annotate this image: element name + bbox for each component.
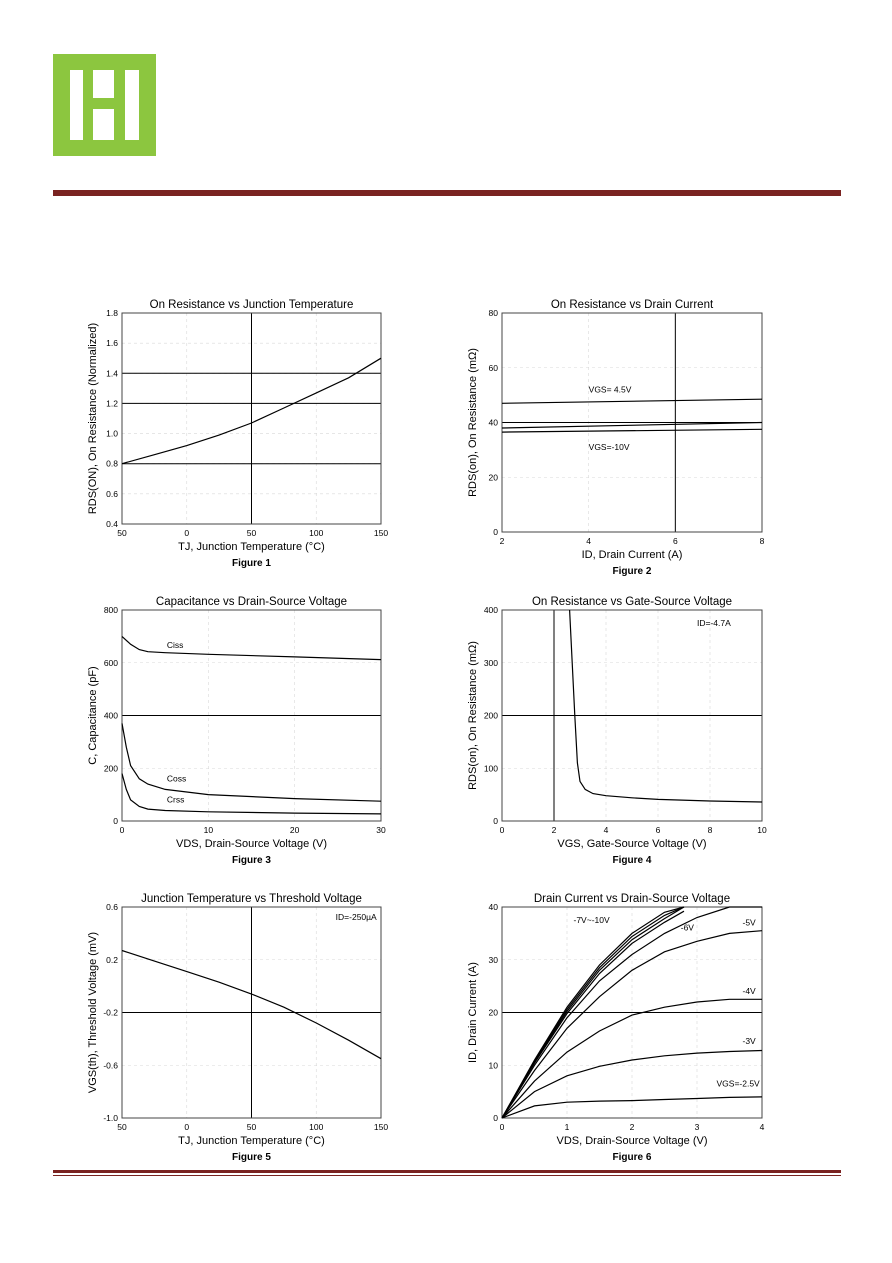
x-tick-label: 8	[707, 825, 713, 835]
series-line-1	[122, 636, 381, 659]
y-tick-label: 60	[488, 362, 498, 373]
x-tick-label: 4	[586, 536, 592, 546]
chart-title: On Resistance vs Drain Current	[550, 299, 714, 311]
figure-caption: Figure 2	[612, 566, 652, 577]
x-axis-label: ID, Drain Current (A)	[581, 549, 683, 561]
x-tick-label: 50	[117, 528, 127, 538]
annotation-label: -7V~-10V	[573, 914, 610, 925]
x-tick-label: 50	[117, 1122, 127, 1132]
y-tick-label: 0.2	[106, 954, 118, 965]
x-tick-label: 2	[551, 825, 557, 835]
x-tick-label: 4	[603, 825, 609, 835]
y-tick-label: 80	[488, 308, 498, 318]
annotation-label: VGS= 4.5V	[588, 384, 632, 395]
x-tick-label: 50	[246, 1122, 257, 1132]
y-tick-label: 20	[488, 472, 498, 483]
y-tick-label: 1.0	[106, 428, 118, 439]
y-tick-label: -0.6	[103, 1060, 118, 1071]
y-tick-label: 1.6	[106, 338, 118, 349]
y-axis-label: RDS(ON), On Resistance (Normalized)	[87, 322, 99, 515]
chart-4	[467, 596, 767, 866]
y-tick-label: 20	[488, 1007, 498, 1018]
x-axis-label: VGS, Gate-Source Voltage (V)	[557, 838, 707, 850]
annotation-label: ID=-250µA	[335, 912, 377, 923]
chart-title: Capacitance vs Drain-Source Voltage	[155, 596, 348, 608]
y-tick-label: 1.4	[106, 368, 118, 379]
series-line-1	[502, 399, 762, 403]
x-tick-label: 0	[499, 1122, 505, 1132]
series-line-3	[122, 774, 381, 814]
series-line-1	[570, 610, 762, 802]
figure-caption: Figure 5	[232, 1152, 271, 1163]
annotation-label: -6V	[680, 922, 694, 933]
x-tick-label: 0	[119, 825, 125, 835]
y-tick-label: 0.6	[106, 488, 118, 499]
y-tick-label: 40	[488, 902, 498, 912]
x-tick-label: 50	[246, 528, 257, 538]
chart-title: Drain Current vs Drain-Source Voltage	[533, 893, 731, 905]
figure-caption: Figure 6	[612, 1152, 652, 1163]
series-line-2	[502, 423, 762, 429]
chart-1	[87, 299, 388, 569]
y-axis-label: ID, Drain Current (A)	[467, 962, 479, 1063]
chart-5	[87, 893, 388, 1163]
y-axis-label: C, Capacitance (pF)	[87, 666, 99, 765]
y-tick-label: 200	[483, 710, 498, 721]
annotation-label: VGS=-10V	[588, 441, 630, 452]
figure-caption: Figure 1	[232, 558, 271, 569]
annotation-label: Crss	[166, 794, 185, 805]
figure-caption: Figure 3	[232, 855, 271, 866]
y-tick-label: 0.8	[106, 458, 118, 469]
x-tick-label: 0	[184, 1122, 190, 1132]
y-tick-label: 100	[483, 763, 498, 774]
chart-title: On Resistance vs Gate-Source Voltage	[531, 596, 733, 608]
y-tick-label: 200	[103, 763, 118, 774]
y-tick-label: 40	[488, 417, 498, 428]
y-tick-label: 800	[103, 605, 118, 615]
chart-6	[467, 893, 765, 1163]
annotation-label: -5V	[742, 917, 756, 928]
y-tick-label: 10	[488, 1060, 498, 1071]
y-tick-label: 0.4	[106, 519, 118, 529]
x-tick-label: 2	[629, 1122, 635, 1132]
y-axis-label: RDS(on), On Resistance (mΩ)	[467, 641, 479, 790]
series-line-2	[122, 723, 381, 801]
x-tick-label: 0	[184, 528, 190, 538]
y-tick-label: 30	[488, 954, 498, 965]
figure-caption: Figure 4	[612, 855, 652, 866]
x-tick-label: 100	[309, 1122, 324, 1132]
y-tick-label: 600	[103, 657, 118, 668]
x-tick-label: 6	[655, 825, 661, 835]
x-tick-label: 10	[757, 825, 767, 835]
x-tick-label: 10	[203, 825, 214, 835]
x-tick-label: 1	[564, 1122, 570, 1132]
series-line-3	[502, 429, 762, 432]
annotation-label: Coss	[166, 773, 187, 784]
y-tick-label: 1.8	[106, 308, 118, 318]
x-axis-label: VDS, Drain-Source Voltage (V)	[175, 838, 328, 850]
annotation-label: Ciss	[166, 640, 184, 651]
x-axis-label: TJ, Junction Temperature (°C)	[178, 1135, 325, 1147]
annotation-label: -4V	[742, 986, 756, 997]
y-tick-label: 0	[493, 527, 498, 537]
x-tick-label: 6	[672, 536, 678, 546]
chart-2	[467, 299, 765, 577]
x-tick-label: 150	[373, 528, 389, 538]
y-tick-label: -0.2	[103, 1007, 118, 1018]
x-axis-label: VDS, Drain-Source Voltage (V)	[556, 1135, 708, 1147]
x-tick-label: 30	[376, 825, 386, 835]
chart-title: Junction Temperature vs Threshold Voltage	[141, 893, 362, 905]
y-axis-label: RDS(on), On Resistance (mΩ)	[467, 348, 479, 497]
y-tick-label: 0	[113, 816, 118, 826]
y-tick-label: 300	[483, 657, 498, 668]
x-tick-label: 4	[759, 1122, 765, 1132]
x-tick-label: 8	[759, 536, 765, 546]
x-tick-label: 150	[373, 1122, 389, 1132]
x-tick-label: 100	[309, 528, 324, 538]
y-tick-label: 0	[493, 1113, 498, 1123]
x-tick-label: 20	[289, 825, 300, 835]
annotation-label: VGS=-2.5V	[716, 1078, 760, 1089]
y-tick-label: -1.0	[103, 1113, 118, 1123]
y-tick-label: 0	[493, 816, 498, 826]
x-tick-label: 3	[694, 1122, 700, 1132]
annotation-label: -3V	[742, 1036, 756, 1047]
chart-3	[87, 596, 386, 866]
x-tick-label: 0	[499, 825, 505, 835]
annotation-label: ID=-4.7A	[697, 617, 731, 628]
chart-title: On Resistance vs Junction Temperature	[149, 299, 354, 311]
x-axis-label: TJ, Junction Temperature (°C)	[178, 541, 325, 553]
x-tick-label: 2	[499, 536, 505, 546]
y-tick-label: 400	[103, 710, 118, 721]
y-tick-label: 0.6	[106, 902, 118, 912]
y-axis-label: VGS(th), Threshold Voltage (mV)	[87, 931, 99, 1094]
y-tick-label: 1.2	[106, 398, 118, 409]
y-tick-label: 400	[483, 605, 498, 615]
